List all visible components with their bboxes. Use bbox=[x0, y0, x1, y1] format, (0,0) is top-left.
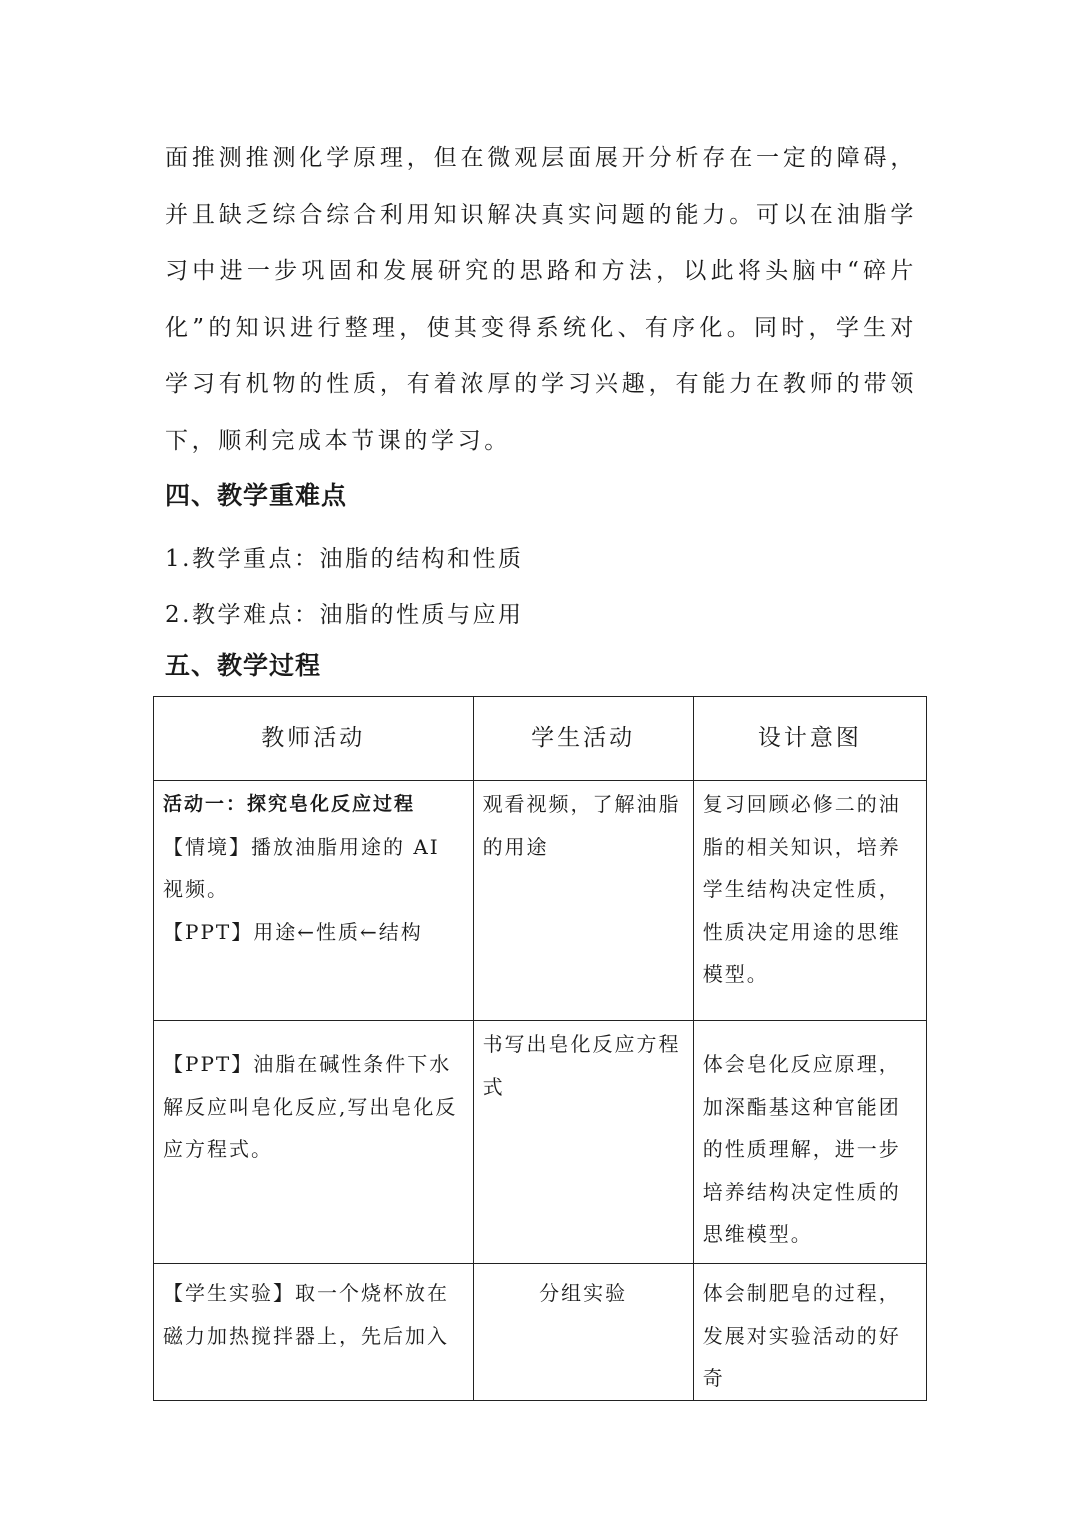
header-student-activity: 学生活动 bbox=[473, 697, 693, 781]
teacher-activity-line: 【情境】播放油脂用途的 AI 视频。 bbox=[163, 834, 440, 901]
design-intent-cell: 体会皂化反应原理，加深酯基这种官能团的性质理解，进一步培养结构决定性质的思维模型。 bbox=[693, 1021, 926, 1264]
key-point-item: 1.教学重点：油脂的结构和性质 bbox=[165, 546, 524, 572]
student-activity-cell: 分组实验 bbox=[473, 1264, 693, 1401]
teacher-activity-line: 【PPT】用途←性质←结构 bbox=[163, 919, 423, 944]
activity-title: 活动一：探究皂化反应过程 bbox=[163, 793, 416, 815]
table-row bbox=[154, 1021, 927, 1264]
section4-heading: 四、教学重难点 bbox=[165, 481, 348, 510]
header-teacher-activity: 教师活动 bbox=[154, 697, 474, 781]
section5-heading: 五、教学过程 bbox=[165, 651, 322, 680]
teacher-activity-cell: 【学生实验】取一个烧杯放在磁力加热搅拌器上，先后加入 bbox=[154, 1264, 474, 1401]
table-row bbox=[154, 1264, 927, 1401]
header-design-intent: 设计意图 bbox=[693, 697, 926, 781]
teaching-process-table bbox=[153, 696, 927, 1401]
intro-paragraph: 面推测推测化学原理，但在微观层面展开分析存在一定的障碍，并且缺乏综合综合利用知识解决真实问题的能力。可以在油脂学习中进一步巩固和发展研究的思路和方法，以此将头脑中“碎片化”的知识进行整理，使其变得系统化、有序化。同时，学生对学习有机物的性质，有着浓厚的学习兴趣，有能力在教师的带领下，顺利完成本节课的学习。 bbox=[165, 145, 917, 454]
table-row bbox=[154, 781, 927, 1021]
student-activity-cell: 观看视频，了解油脂的用途 bbox=[473, 781, 693, 1021]
design-intent-cell: 复习回顾必修二的油脂的相关知识，培养学生结构决定性质，性质决定用途的思维模型。 bbox=[693, 781, 926, 1021]
teacher-activity-cell bbox=[154, 781, 474, 1021]
difficult-point-item: 2.教学难点：油脂的性质与应用 bbox=[165, 602, 524, 628]
teacher-activity-cell: 【PPT】油脂在碱性条件下水解反应叫皂化反应,写出皂化反应方程式。 bbox=[154, 1021, 474, 1264]
design-intent-cell: 体会制肥皂的过程，发展对实验活动的好奇 bbox=[693, 1264, 926, 1401]
student-activity-cell: 书写出皂化反应方程式 bbox=[473, 1021, 693, 1264]
table-header-row bbox=[154, 697, 927, 781]
